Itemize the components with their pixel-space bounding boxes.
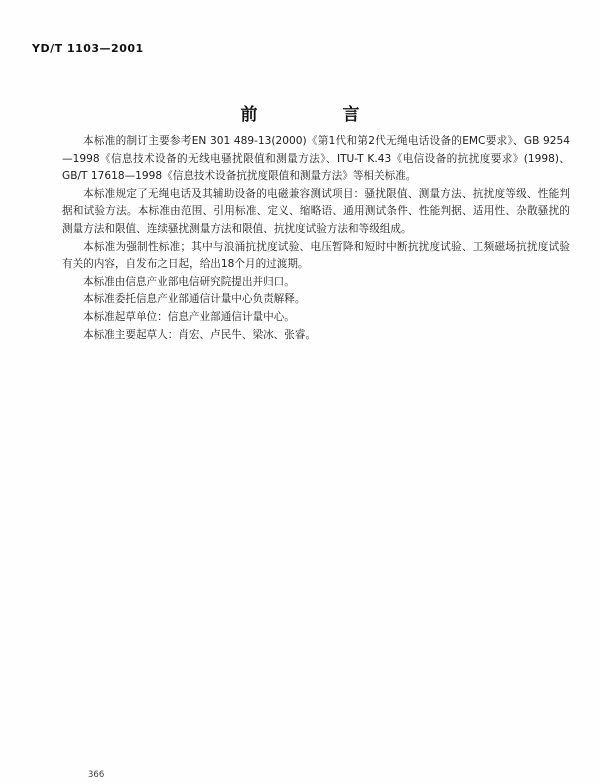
paragraph-drafters: 本标准主要起草人：肖宏、卢民牛、梁冰、张睿。 — [83, 328, 317, 341]
paragraph-mandatory: 本标准为强制性标准；其中与浪涌抗扰度试验、电压暂降和短时中断抗扰度试验、工频磁场抗扰度试验有关的内容，自发布之日起，给出18个月的过渡期。 — [62, 240, 570, 271]
standard-code: YD/T 1103—2001 — [32, 42, 144, 55]
paragraph-interpreter: 本标准委托信息产业部通信计量中心负责解释。 — [83, 293, 306, 306]
paragraph-scope: 本标准规定了无绳电话及其辅助设备的电磁兼容测试项目：骚扰限值、测量方法、抗扰度等级、性能判据和试验方法。本标准由范围、引用标准、定义、缩略语、通用测试条件、性能判据、适用性、杂散骚扰的测量方法和限值、连续骚扰测量方法和限值、抗扰度试验方法和等级组成。 — [62, 187, 570, 235]
foreword-body — [62, 133, 570, 344]
paragraph-proposer: 本标准由信息产业部电信研究院提出并归口。 — [83, 275, 295, 288]
paragraph-drafting-unit: 本标准起草单位：信息产业部通信计量中心。 — [83, 310, 295, 323]
page-title: 前 言 — [240, 105, 394, 125]
page-number: 366 — [88, 770, 105, 780]
paragraph-references: 本标准的制订主要参考EN 301 489-13(2000)《第1代和第2代无绳电话设备的EMC要求》、GB 9254—1998《信息技术设备的无线电骚扰限值和测量方法》、ITU-T K.43《电信设备的抗扰度要求》(1998)、GB/T 17618—1998《信息技术设备抗扰度限值和测量方法》等相关标准。 — [62, 135, 570, 183]
